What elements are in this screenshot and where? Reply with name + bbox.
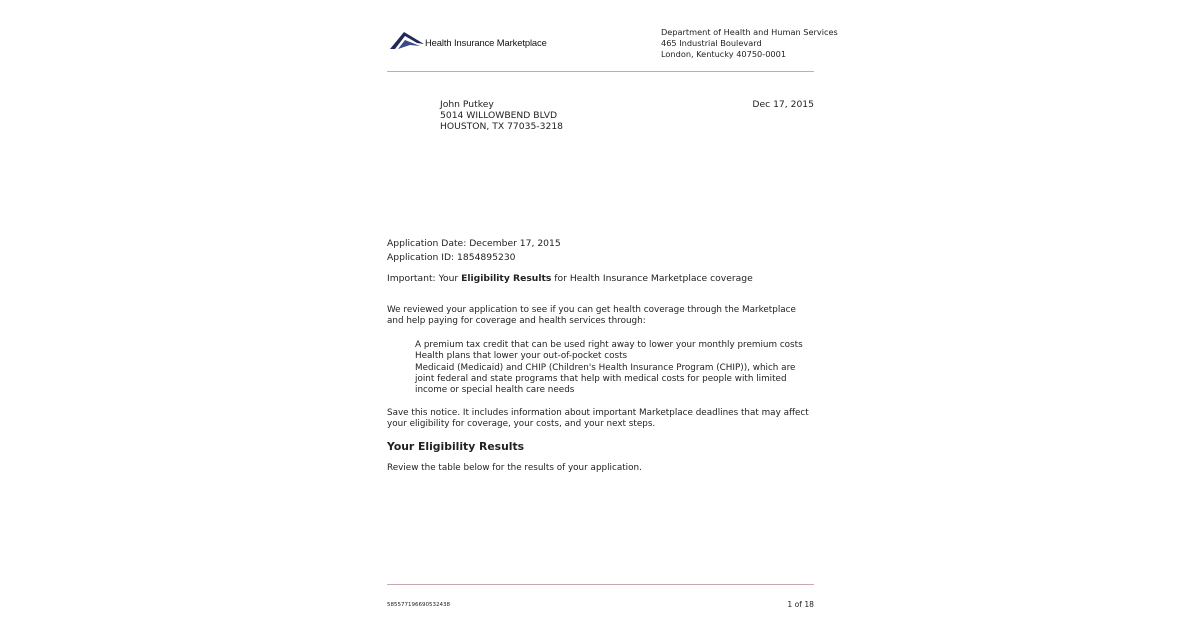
bird-logo-icon — [390, 30, 426, 52]
marketplace-logo — [390, 30, 550, 52]
agency-line: Department of Health and Human Services — [661, 27, 838, 37]
agency-address — [661, 27, 838, 59]
review-paragraph: Review the table below for the results of your application. — [387, 463, 642, 473]
application-id: Application ID: 1854895230 — [387, 251, 516, 263]
list-item: Health plans that lower your out-of-pocket costs — [415, 351, 628, 362]
intro-paragraph: We reviewed your application to see if you can get health coverage through the Marketplace and help paying for coverage and health services through: — [387, 305, 796, 327]
agency-line: 465 Industrial Boulevard — [661, 37, 762, 48]
page-number: 1 of 18 — [787, 600, 814, 609]
subject-prefix: Important: Your — [387, 273, 462, 284]
program-list — [415, 340, 814, 396]
subject-suffix: for Health Insurance Marketplace coverage — [551, 273, 753, 284]
footer-divider — [387, 584, 814, 585]
list-item: A premium tax credit that can be used right away to lower your monthly premium costs — [415, 340, 803, 350]
application-date: Application Date: December 17, 2015 — [387, 238, 561, 249]
notice-page — [387, 0, 838, 627]
recipient-city: HOUSTON, TX 77035-3218 — [440, 121, 564, 132]
logo-text: Health Insurance Marketplace — [425, 37, 547, 48]
document-number: 5855771966905324​38 — [387, 602, 450, 608]
recipient-address — [440, 99, 563, 132]
section-heading: Your Eligibility Results — [387, 440, 525, 453]
recipient-street: 5014 WILLOWBEND BLVD — [440, 110, 558, 121]
save-notice-paragraph: Save this notice. It includes information about important Marketplace deadlines that may affect your eligibility for coverage, your costs, and your next steps. — [387, 408, 809, 430]
application-info — [387, 237, 561, 264]
header-divider — [387, 71, 814, 72]
notice-subject — [387, 273, 753, 284]
notice-date: Dec 17, 2015 — [752, 99, 814, 110]
agency-line: London, Kentucky 40750-0001 — [661, 48, 787, 59]
recipient-name: John Putkey — [440, 99, 494, 110]
list-item: Medicaid (Medicaid) and CHIP (Children's Health Insurance Program (CHIP)), which are joint federal and state programs that help with medical costs for people with limited income or special health care needs — [415, 362, 796, 396]
subject-bold: Eligibility Results — [461, 273, 552, 284]
